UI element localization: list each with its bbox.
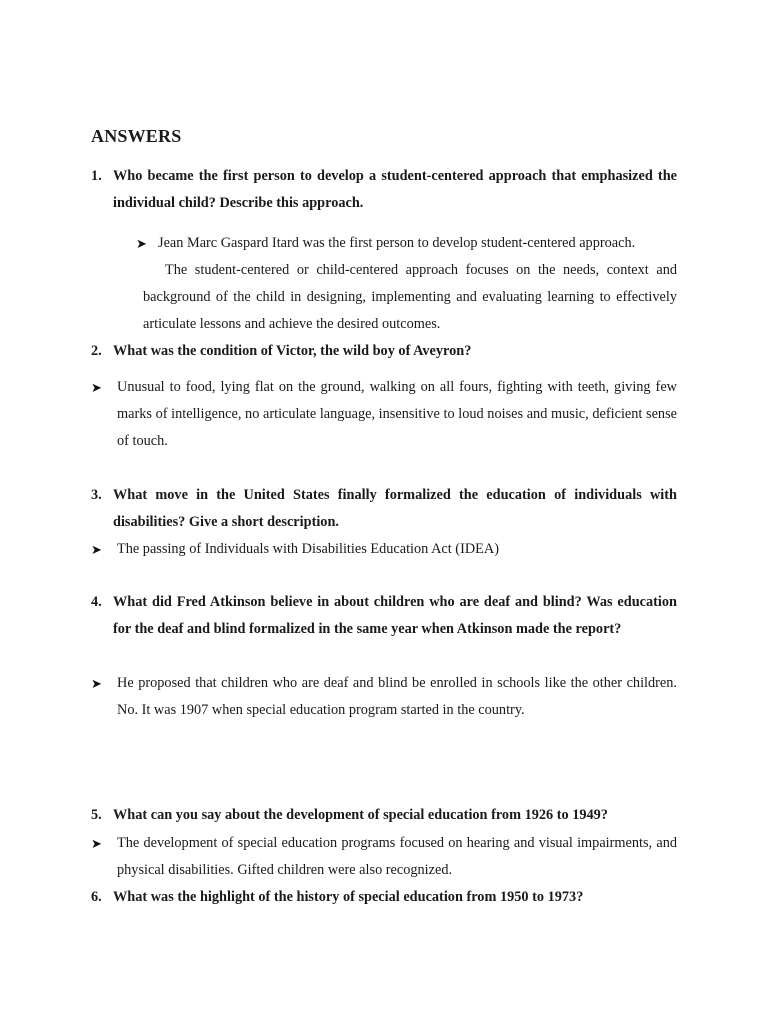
question-1 [91,163,677,217]
question-5 [91,802,677,829]
question-number: 6. [91,889,102,905]
answer-text: He proposed that children who are deaf and blind be enrolled in schools like the other children. No. It was 1907 when special education program started in the country. [117,675,677,718]
answer-text: Unusual to food, lying flat on the ground, walking on all fours, fighting with teeth, giving few marks of intelligence, no articulate language, insensitive to loud noises and music, deficient sense of touch. [117,379,677,449]
answer-text: The development of special education programs focused on hearing and visual impairments, and physical disabilities. Gifted children were also recognized. [117,835,677,878]
question-6 [91,884,677,911]
answer-5 [91,830,677,884]
arrow-bullet-icon: ➤ [91,542,102,557]
question-text: What was the highlight of the history of special education from 1950 to 1973? [113,889,584,905]
arrow-bullet-icon: ➤ [91,836,102,851]
question-text: What move in the United States finally formalized the education of individuals with disabilities? Give a short description. [113,487,677,530]
question-number: 3. [91,487,102,503]
question-text: What was the condition of Victor, the wild boy of Aveyron? [113,343,472,359]
question-3 [91,482,677,536]
page-heading: ANSWERS [91,126,182,146]
arrow-bullet-icon: ➤ [136,236,147,251]
question-text: Who became the first person to develop a student-centered approach that emphasized the individual child? Describe this approach. [113,168,677,211]
question-number: 5. [91,807,102,823]
answer-1 [136,230,677,257]
arrow-bullet-icon: ➤ [91,380,102,395]
question-text: What did Fred Atkinson believe in about children who are deaf and blind? Was education for the deaf and blind formalized in the same year when Atkinson made the report? [113,594,677,637]
question-number: 1. [91,168,102,184]
answer-3 [91,536,677,563]
question-text: What can you say about the development of special education from 1926 to 1949? [113,807,608,823]
question-number: 2. [91,343,102,359]
answer-text: The passing of Individuals with Disabilities Education Act (IDEA) [117,541,499,557]
answer-1-paragraph: The student-centered or child-centered approach focuses on the needs, context and background of the child in designing, implementing and evaluating learning to effectively articulate lessons and achieve the desired outcomes. [143,262,677,332]
answer-2 [91,374,677,455]
question-4 [91,589,677,643]
answer-text: Jean Marc Gaspard Itard was the first person to develop student-centered approach. [158,235,636,251]
question-number: 4. [91,594,102,610]
answer-4 [91,670,677,724]
arrow-bullet-icon: ➤ [91,676,102,691]
question-2 [91,338,677,365]
